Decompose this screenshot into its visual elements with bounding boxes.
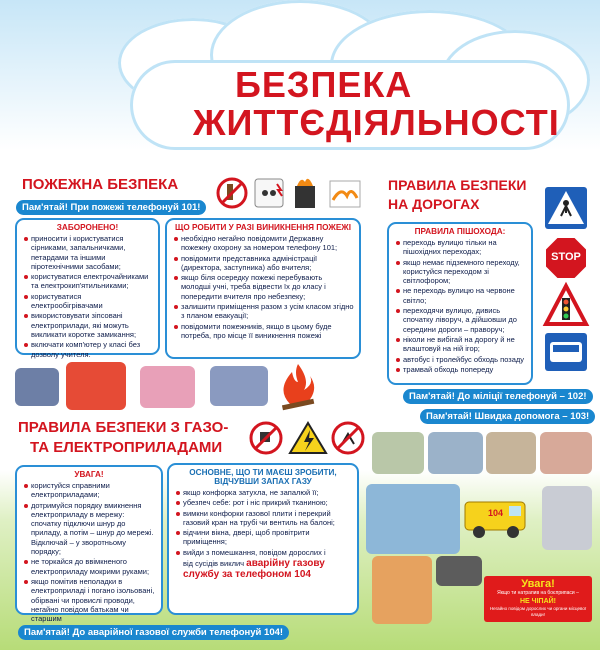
main-title-line2: ЖИТТЄДІЯЛЬНОСТІ xyxy=(193,102,560,143)
gas-attention-heading: УВАГА! xyxy=(74,470,104,479)
gas-call-highlight: аварійну газову службу за телефоном 104 xyxy=(183,558,325,581)
warning-title: Увага! xyxy=(521,578,555,590)
fire-emergency-list xyxy=(167,234,359,340)
gas-smell-heading-line1: ОСНОВНЕ, ЩО ТИ МАЄШ ЗРОБИТИ, xyxy=(189,468,337,477)
list-item: користуватися електрообігрівачами xyxy=(24,292,153,311)
list-item: дотримуйся порядку вмикнення електроприладу в мережу: спочатку підключи шнур до приладу, а потім – шнур до мережі. Відключай – у зворотньому порядку; xyxy=(24,501,156,557)
gas-van-number: 104 xyxy=(488,508,504,518)
list-item: якщо немає підземного переходу, користуйся переходом зі світлофором; xyxy=(396,258,526,286)
gas-smell-list xyxy=(169,488,357,557)
list-item: відчини вікна, двері, щоб провітрити приміщення; xyxy=(176,528,352,547)
toys-fire-illustration xyxy=(140,366,195,408)
child-with-stove-illustration xyxy=(372,556,432,624)
socket-icon xyxy=(255,179,283,207)
zebra-crossing-illustration xyxy=(486,432,536,474)
police-phone-note: Пам'ятай! До міліції телефонуй – 102! xyxy=(403,389,593,404)
pedestrian-crossing-sign-icon xyxy=(544,186,588,230)
warning-line1: Якщо ти натрапив на боєприпаси – xyxy=(497,590,579,596)
high-voltage-icon xyxy=(290,423,326,453)
gas-stove-illustration xyxy=(366,484,460,554)
gas-cooker-illustration xyxy=(542,486,592,550)
list-item: користуватися електрочайниками та електрокип'ятильниками; xyxy=(24,272,153,291)
fire-forbidden-heading: ЗАБОРОНЕНО! xyxy=(56,223,119,232)
no-plug-icon xyxy=(251,423,281,453)
gas-call-prefix: від сусідів виклич xyxy=(183,559,247,569)
fire-truck-illustration xyxy=(66,362,126,410)
trolleybus-stop-sign-icon xyxy=(544,332,588,372)
campfire-icon xyxy=(278,360,318,410)
list-item: повідомити пожежників, якщо в цьому буде потреба, про місце її виникнення пожежі xyxy=(174,322,354,341)
iron-illustration xyxy=(210,366,268,406)
traffic-light-sign-icon xyxy=(544,284,588,328)
pedestrian-list xyxy=(389,238,531,374)
list-item: використовувати зіпсовані електроприлади, які можуть викликати коротке замикання; xyxy=(24,311,153,339)
ammunition-illustration xyxy=(436,556,482,586)
roads-title-line2: НА ДОРОГАХ xyxy=(388,196,480,212)
gas-smell-box xyxy=(167,463,359,615)
ambulance-phone-note: Пам'ятай! Швидка допомога – 103! xyxy=(420,409,595,424)
warning-line3: Негайно повідом дорослих чи органи місцевої влади! xyxy=(489,606,587,617)
electric-warning-icons xyxy=(248,420,368,456)
stop-sign-label: STOP xyxy=(551,251,581,263)
electric-shock-icon xyxy=(333,423,363,453)
list-item: автобус і тролейбус обходь позаду xyxy=(396,355,526,364)
gas-attention-list xyxy=(17,481,161,623)
gas-attention-box xyxy=(15,465,163,624)
pedestrian-heading: ПРАВИЛА ПІШОХОДА: xyxy=(414,227,506,236)
roads-title-line1: ПРАВИЛА БЕЗПЕКИ xyxy=(388,177,527,193)
pedestrian-rules-box xyxy=(387,222,533,385)
ammunition-warning-box xyxy=(484,576,592,622)
fire-emergency-heading: ЩО РОБИТИ У РАЗІ ВИНИКНЕННЯ ПОЖЕЖІ xyxy=(175,223,351,232)
list-item: переходячи вулицю, дивись спочатку ліворуч, а дійшовши до середини дороги – праворуч; xyxy=(396,306,526,334)
gas-call-line xyxy=(169,558,357,580)
street-scene-illustration xyxy=(372,432,424,474)
list-item: переходь вулицю тільки на пішохідних переходах; xyxy=(396,238,526,257)
list-item: користуйся справними електроприладами; xyxy=(24,481,156,500)
list-item: вимкни конфорки газової плити і перекрий газовий кран на трубі чи вентиль на балоні; xyxy=(176,509,352,528)
list-item: вийди з помешкання, повідом дорослих і xyxy=(176,548,352,557)
warning-line2: НЕ ЧІПАЙ! xyxy=(520,598,556,605)
gas-title-line1: ПРАВИЛА БЕЗПЕКИ З ГАЗО- xyxy=(18,419,229,436)
fire-forbidden-box xyxy=(15,218,160,359)
list-item: повідомити представника адміністрації (директора, заступника) або вчителя; xyxy=(174,254,354,273)
fire-section-title: ПОЖЕЖНА БЕЗПЕКА xyxy=(22,176,179,193)
list-item: включати комп'ютер у класі без дозволу учителя. xyxy=(24,340,153,359)
main-title-line1: БЕЗПЕКА xyxy=(235,64,413,105)
gas-phone-note: Пам'ятай! До аварійної газової служби телефонуй 104! xyxy=(18,625,289,640)
fire-prohibition-icons xyxy=(215,176,365,212)
children-crossing-illustration xyxy=(428,432,483,474)
list-item: якщо помітив неполадки в електроприладі і погано ізольовані, обірвані чи провислі проводи, негайно повідом батькам чи старшим xyxy=(24,577,156,623)
road-crowd-illustration xyxy=(540,432,592,474)
list-item: залишити приміщення разом з усім класом згідно з планом евакуації; xyxy=(174,302,354,321)
list-item: убезпеч себе: рот і ніс прикрий тканиною; xyxy=(176,498,352,507)
gas-smell-heading-line2: ВІДЧУВШИ ЗАПАХ ГАЗУ xyxy=(214,477,312,486)
list-item: не переходь вулицю на червоне світло; xyxy=(396,286,526,305)
list-item: трамвай обходь попереду xyxy=(396,365,526,374)
stove-illustration xyxy=(15,368,59,406)
list-item: не торкайся до ввімкненого електроприладу мокрими руками; xyxy=(24,557,156,576)
fire-phone-note: Пам'ятай! При пожежі телефонуй 101! xyxy=(16,200,206,215)
list-item: приносити і користуватися сірниками, запальничками, петардами та іншими піротехнічними засобами; xyxy=(24,234,153,271)
fire-emergency-box xyxy=(165,218,361,359)
no-matches-icon xyxy=(218,179,246,207)
fire-spread-icon xyxy=(330,181,360,207)
gas-title-line2: ТА ЕЛЕКТРОПРИЛАДАМИ xyxy=(30,439,223,456)
list-item: якщо біля осередку пожежі перебувають молодші учні, треба відвести їх до класу і попередити вчителя про небезпеку; xyxy=(174,273,354,301)
burning-bin-icon xyxy=(295,179,315,208)
list-item: ніколи не вибігай на дорогу й не влаштовуй на ній ігор; xyxy=(396,335,526,354)
list-item: якщо конфорка затухла, не запалюй її; xyxy=(176,488,352,497)
fire-forbidden-list xyxy=(17,234,158,359)
list-item: необхідно негайно повідомити Державну пожежну охорону за номером телефону 101; xyxy=(174,234,354,253)
